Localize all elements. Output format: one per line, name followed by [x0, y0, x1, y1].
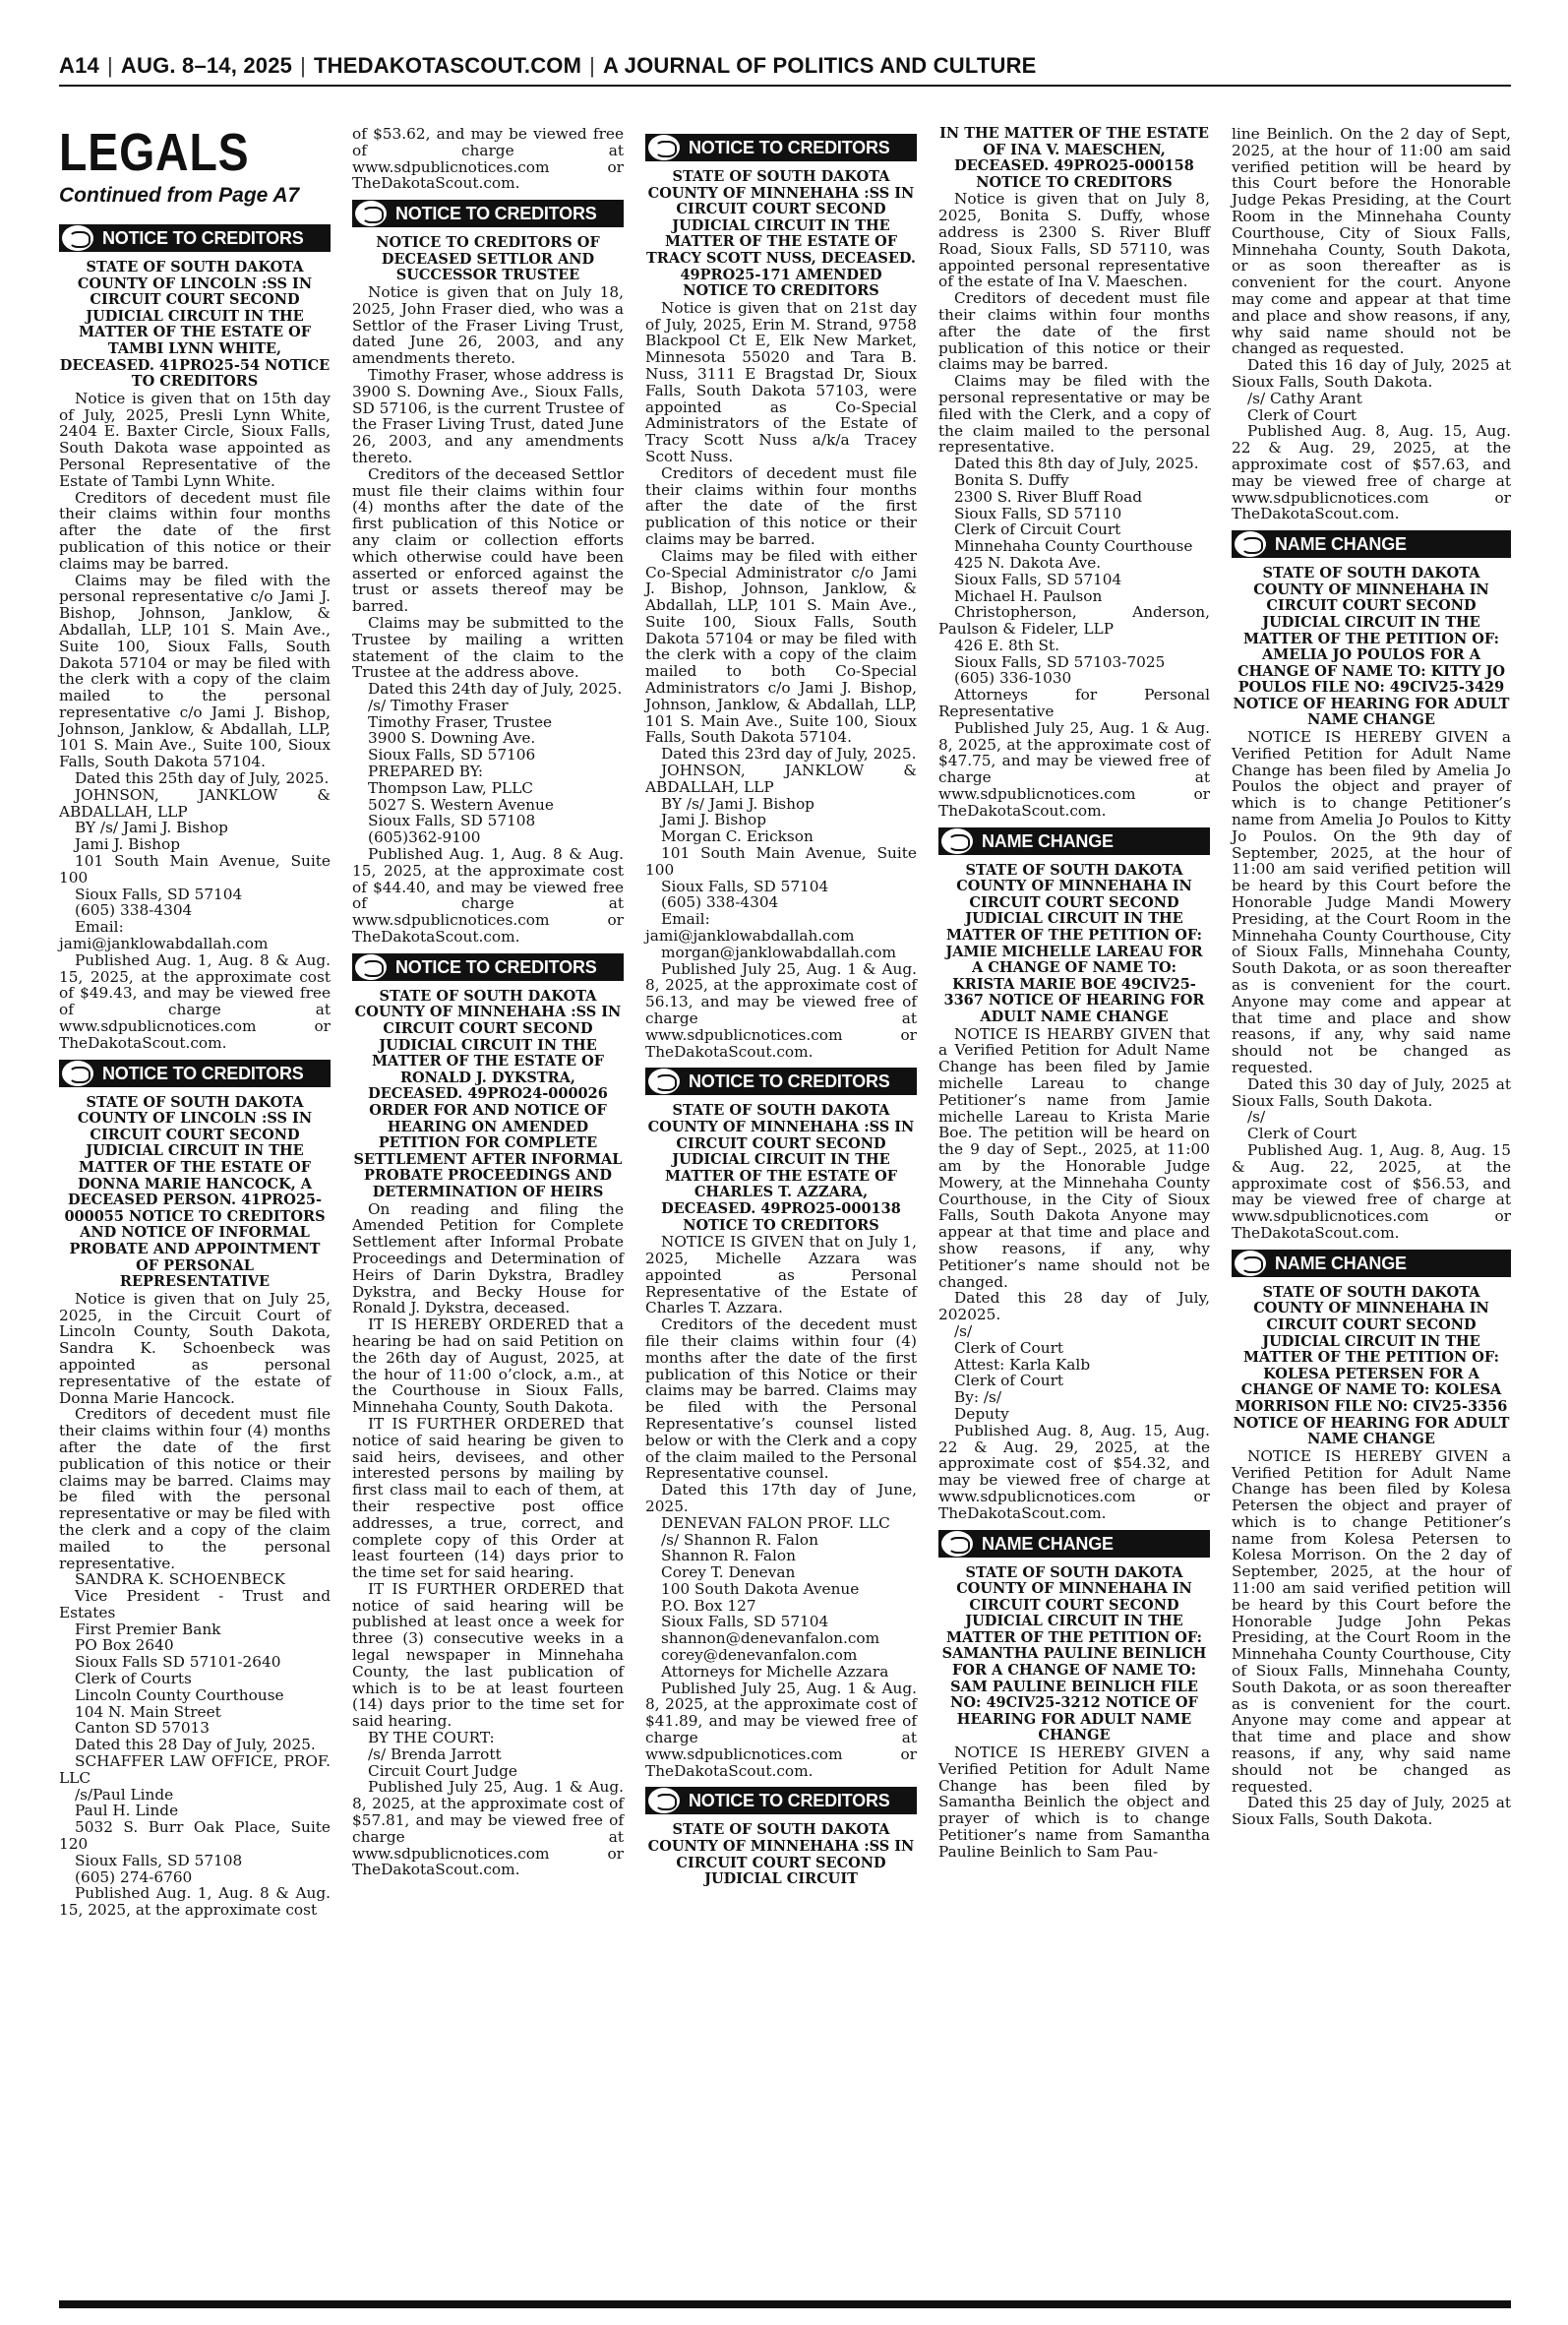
notice-caption: STATE OF SOUTH DAKOTA COUNTY OF MINNEHAHA :SS IN CIRCUIT COURT SECOND JUDICIAL CIRCUIT IN THE MATTER OF THE ESTATE OF CHARLES T. AZZARA, DECEASED. 49PRO25-000138 NOTICE TO CREDITORS: [647, 1102, 915, 1234]
notice-paragraph: Published July 25, Aug. 1 & Aug. 8, 2025, at the approximate cost of $41.89, and may be viewed free of charge at www.sdpublicnotices.com or TheDakotaScout.com.: [645, 1679, 917, 1780]
notice-paragraph: DENEVAN FALON PROF. LLC: [661, 1513, 890, 1532]
legal-notice: [1232, 530, 1511, 1242]
notice-heading-label: NAME CHANGE: [1275, 534, 1407, 555]
notice-paragraph: Clerk of Court: [954, 1372, 1064, 1390]
notice-paragraph: Timothy Fraser, Trustee: [368, 712, 553, 731]
notice-paragraph: Email: jami@janklowabdallah.com: [59, 918, 269, 953]
scout-logo-icon: [62, 225, 93, 251]
notice-paragraph: (605) 338-4304: [75, 901, 193, 920]
masthead: [59, 49, 1511, 87]
section-title: LEGALS: [59, 123, 250, 182]
notice-heading-bar: [59, 1060, 331, 1087]
notice-paragraph: Dated this 30 day of July, 2025 at Sioux Falls, South Dakota.: [1232, 1074, 1511, 1110]
notice-paragraph: Published Aug. 8, Aug. 15, Aug. 22 & Aug. 29, 2025, at the approximate cost of $57.63, and may be viewed free of charge at www.sdpublicnotices.com or TheDakotaScout.com.: [1232, 422, 1511, 523]
notice-heading-label: NOTICE TO CREDITORS: [395, 204, 597, 224]
notice-caption: STATE OF SOUTH DAKOTA COUNTY OF MINNEHAHA IN CIRCUIT COURT SECOND JUDICIAL CIRCUIT IN THE MATTER OF THE PETITION OF: JAMIE MICHELLE LAREAU FOR A CHANGE OF NAME TO: KRISTA MARIE BOE 49CIV25-3367 NOTICE OF HEARING FOR ADULT NAME CHANGE: [943, 861, 1205, 1025]
notice-paragraph: Attorneys for Personal Representative: [938, 686, 1210, 721]
notice-paragraph: Thompson Law, PLLC: [368, 778, 533, 797]
notice-paragraph: 2300 S. River Bluff Road: [954, 487, 1143, 506]
notice-paragraph: /s/: [1247, 1108, 1266, 1127]
notice-paragraph: By: /s/: [954, 1388, 1002, 1407]
notice-heading-label: NAME CHANGE: [982, 1533, 1114, 1554]
notice-paragraph: Published July 25, Aug. 1 & Aug. 8, 2025, at the approximate cost of 56.13, and may be viewed free of charge at www.sdpublicnotices.com or TheDakotaScout.com.: [645, 959, 917, 1061]
scout-logo-icon: [1235, 1251, 1266, 1276]
notice-paragraph: Paul H. Linde: [75, 1802, 179, 1820]
notice-paragraph: Notice is given that on 21st day of July, 2025, Erin M. Strand, 9758 Blackpool Ct E, Elk New Market, Minnesota 55020 and Tara B. Nuss, 3111 E Bragstad Dr, Sioux Falls, South Dakota 57103, were appointed as Co-Special Administrators of the Estate of Tracy Scott Nuss a/k/a Tracey Scott Nuss.: [645, 298, 917, 465]
notice-paragraph: (605) 338-4304: [661, 893, 779, 912]
notice-caption: STATE OF SOUTH DAKOTA COUNTY OF MINNEHAHA IN CIRCUIT COURT SECOND JUDICIAL CIRCUIT IN THE MATTER OF THE PETITION OF: AMELIA JO POULOS FOR A CHANGE OF NAME TO: KITTY JO POULOS FILE NO: 49CIV25-3429 NOTICE OF HEARING FOR ADULT NAME CHANGE: [1233, 565, 1510, 729]
notice-paragraph: First Premier Bank: [75, 1620, 221, 1638]
notice-paragraph: 100 South Dakota Avenue: [661, 1579, 860, 1598]
notice-caption: STATE OF SOUTH DAKOTA COUNTY OF LINCOLN :SS IN CIRCUIT COURT SECOND JUDICIAL CIRCUIT IN THE MATTER OF THE ESTATE OF DONNA MARIE HANCOCK, A DECEASED PERSON. 41PRO25-000055 NOTICE TO CREDITORS AND NOTICE OF INFORMAL PROBATE AND APPOINTMENT OF PERSONAL REPRESENTATIVE: [64, 1093, 326, 1291]
scout-logo-icon: [648, 135, 680, 160]
section-subtitle: Continued from Page A7: [59, 184, 300, 207]
notice-paragraph: Sioux Falls, SD 57108: [75, 1851, 243, 1869]
notice-paragraph: line Beinlich. On the 2 day of Sept, 2025, at the hour of 11:00 am said verified petition will be heard by this Court before the Honorable Judge Pekas Presiding, at the Court Room in the Minnehaha County Courthouse, City of Sioux Falls, Minnehaha County, South Dakota, or as soon thereafter as is convenient for the court. Anyone may come and appear at that time and place and show reasons, if any, why said name should not be changed as requested.: [1232, 125, 1511, 358]
notice-paragraph: Published Aug. 1, Aug. 8 & Aug. 15, 2025, at the approximate cost of $44.40, and may be viewed free of charge at www.sdpublicnotices.com or TheDakotaScout.com.: [352, 845, 624, 947]
notice-paragraph: Claims may be filed with either Co-Special Administrator c/o Jami J. Bishop, Johnson, Janklow, & Abdallah, LLP, 101 S. Main Ave., Suite 100, Sioux Falls, South Dakota 57104 or may be filed with the clerk with a copy of the claim mailed to both Co-Special Administrators c/o Jami J. Bishop, Johnson, Janklow, & Abdallah, LLP, 101 S. Main Ave., Suite 100, Sioux Falls, South Dakota 57104.: [645, 546, 917, 747]
notice-caption: IN THE MATTER OF THE ESTATE OF INA V. MAESCHEN, DECEASED. 49PRO25-000158 NOTICE TO CREDITORS: [939, 125, 1209, 191]
notice-paragraph: 3900 S. Downing Ave.: [368, 729, 536, 748]
scout-logo-icon: [1235, 531, 1266, 557]
notice-paragraph: Vice President - Trust and Estates: [59, 1587, 331, 1621]
notice-paragraph: Circuit Court Judge: [368, 1761, 517, 1780]
notice-paragraph: Claims may be filed with the personal representative or may be filed with the Clerk, and a copy of the claim mailed to the personal representative.: [938, 372, 1210, 457]
legal-notice: [59, 224, 331, 1052]
notice-heading-label: NOTICE TO CREDITORS: [689, 1791, 890, 1811]
column-2: [352, 126, 624, 1882]
notice-paragraph: JOHNSON, JANKLOW & ABDALLAH, LLP: [645, 762, 917, 796]
notice-paragraph: shannon@denevanfalon.com: [661, 1629, 880, 1648]
notice-paragraph: Clerk of Court: [1247, 1125, 1357, 1143]
notice-paragraph: Timothy Fraser, whose address is 3900 S. Downing Ave., Sioux Falls, SD 57106, is the current Trustee of the Fraser Living Trust, dated June 26, 2003, and any amendments thereto.: [352, 365, 624, 466]
notice-paragraph: 425 N. Dakota Ave.: [954, 553, 1102, 572]
notice-paragraph: Jami J. Bishop: [75, 835, 181, 854]
notice-heading-label: NOTICE TO CREDITORS: [102, 1063, 304, 1083]
legal-notice: [59, 1060, 331, 1919]
legal-notice: [352, 953, 624, 1878]
notice-paragraph: /s/ Shannon R. Falon: [661, 1530, 818, 1549]
notice-paragraph: Sioux Falls, SD 57103-7025: [954, 652, 1166, 671]
notice-paragraph: NOTICE IS HEREBY GIVEN a Verified Petition for Adult Name Change has been filed by Amelia Jo Poulos the object and prayer of which is to change Petitioner’s name from Amelia Jo Poulos to Kitty Jo Poulos. On the 9th day of September, 2025, at the hour of 11:00 am said verified petition will be heard by this Court before the Honorable Judge Mandi Mowery Presiding, at the Court Room in the Minnehaha County Courthouse, City of Sioux Falls, Minnehaha County, South Dakota, or as soon thereafter as is convenient for the court. Anyone may come and appear at that time and place and show reasons, if any, why said name should not be changed as requested.: [1232, 728, 1511, 1076]
notice-paragraph: /s/ Brenda Jarrott: [368, 1744, 502, 1763]
scout-logo-icon: [648, 1788, 680, 1813]
notice-paragraph: NOTICE IS HEREBY GIVEN a Verified Petition for Adult Name Change has been filed by Kolesa Petersen the object and prayer of which is to change Petitioner’s name from Kolesa Petersen to Kolesa Morrison. On the 2 day of September, 2025, at the hour of 11:00 am said verified petition will be heard by this Court before the Honorable Judge John Pekas Presiding, at the Court Room in the Minnehaha County Courthouse, City of Sioux Falls, Minnehaha County, South Dakota, or as soon thereafter as is convenient for the court. Anyone may come and appear at that time and place and show reasons, if any, why said name should not be changed as requested.: [1232, 1446, 1511, 1796]
notice-paragraph: Clerk of Court: [1247, 405, 1357, 424]
notice-heading-bar: [938, 827, 1210, 855]
notice-heading-label: NAME CHANGE: [1275, 1253, 1407, 1273]
issue-date: AUG. 8–14, 2025: [120, 53, 293, 78]
notice-paragraph: SCHAFFER LAW OFFICE, PROF. LLC: [59, 1752, 331, 1787]
notice-paragraph: (605) 336-1030: [954, 669, 1072, 688]
scout-logo-icon: [62, 1061, 93, 1086]
notice-paragraph: /s/ Timothy Fraser: [368, 696, 509, 714]
notice-heading-bar: [645, 1068, 917, 1095]
notice-paragraph: /s/ Cathy Arant: [1247, 389, 1362, 407]
notice-paragraph: 101 South Main Avenue, Suite 100: [645, 844, 917, 879]
tagline: A JOURNAL OF POLITICS AND CULTURE: [603, 53, 1037, 78]
notice-paragraph: Published Aug. 1, Aug. 8, Aug. 15 & Aug. 22, 2025, at the approximate cost of $56.53, and may be viewed free of charge at www.sdpublicnotices.com or TheDakotaScout.com.: [1232, 1140, 1511, 1242]
notice-paragraph: Dated this 17th day of June, 2025.: [645, 1481, 917, 1515]
notice-paragraph: Notice is given that on July 8, 2025, Bonita S. Duffy, whose address is 2300 S. River Bluff Road, Sioux Falls, SD 57110, was appointed personal representative of the estate of Ina V. Maeschen.: [938, 190, 1210, 291]
notice-paragraph: Creditors of decedent must file their claims within four (4) months after the date of the first publication of this notice or their claims may be barred. Claims may be filed with the personal representative or may be filed with the clerk and a copy of the claim mailed to the personal representative.: [59, 1405, 331, 1572]
notice-paragraph: SANDRA K. SCHOENBECK: [75, 1570, 285, 1589]
notice-paragraph: /s/Paul Linde: [75, 1785, 174, 1804]
notice-paragraph: Dated this 25th day of July, 2025.: [75, 769, 330, 788]
notice-paragraph: Dated this 23rd day of July, 2025.: [661, 745, 917, 764]
notice-paragraph: Sioux Falls, SD 57104: [75, 885, 243, 903]
notice-paragraph: Dated this 25 day of July, 2025 at Sioux Falls, South Dakota.: [1232, 1794, 1511, 1829]
notice-paragraph: IT IS HEREBY ORDERED that a hearing be had on said Petition on the 26th day of August, 2025, at the hour of 11:00 o’clock, a.m., at the Courthouse in Sioux Falls, Minnehaha County, South Dakota.: [352, 1315, 624, 1417]
notice-paragraph: Attest: Karla Kalb: [954, 1355, 1091, 1374]
notice-paragraph: 5032 S. Burr Oak Place, Suite 120: [59, 1818, 331, 1854]
scout-logo-icon: [941, 1531, 973, 1557]
notice-paragraph: Clerk of Courts: [75, 1670, 192, 1688]
notice-paragraph: Notice is given that on July 18, 2025, John Fraser died, who was a Settlor of the Fraser Living Trust, dated June 26, 2003, and any amendments thereto.: [352, 282, 624, 368]
notice-paragraph: Clerk of Court: [954, 1338, 1064, 1357]
notice-heading-bar: [1232, 530, 1511, 558]
notice-caption: NOTICE TO CREDITORS OF DECEASED SETTLOR AND SUCCESSOR TRUSTEE: [376, 234, 600, 284]
notice-paragraph: PO Box 2640: [75, 1636, 174, 1655]
notice-paragraph: Dated this 28 day of July, 202025.: [938, 1289, 1210, 1324]
notice-paragraph: BY /s/ Jami J. Bishop: [75, 819, 228, 837]
notice-paragraph: morgan@janklowabdallah.com: [661, 943, 896, 961]
column-5: [1232, 126, 1511, 1832]
notice-paragraph: Notice is given that on July 25, 2025, in the Circuit Court of Lincoln County, South Dakota, Sandra K. Schoenbeck was appointed as personal representative of the estate of Donna Marie Hancock.: [59, 1289, 331, 1407]
notice-paragraph: P.O. Box 127: [661, 1596, 756, 1615]
notice-heading-bar: [59, 224, 331, 252]
notice-paragraph: Dated this 8th day of July, 2025.: [954, 455, 1199, 473]
notice-paragraph: 426 E. 8th St.: [954, 636, 1060, 654]
legal-notice: [645, 134, 917, 1060]
legal-notice: [645, 1068, 917, 1779]
notice-paragraph: Creditors of decedent must file their claims within four months after the date of the first publication of this notice or their claims may be barred.: [645, 463, 917, 548]
notice-paragraph: On reading and filing the Amended Petition for Complete Settlement after Informal Probate Proceedings and Determination of Heirs of Darin Dykstra, Bradley Dykstra, and Becky House for Ronald J. Dykstra, deceased.: [352, 1199, 624, 1317]
notice-paragraph: 104 N. Main Street: [75, 1702, 221, 1721]
notice-paragraph: (605) 274-6760: [75, 1867, 193, 1886]
notice-caption: STATE OF SOUTH DAKOTA COUNTY OF MINNEHAHA :SS IN CIRCUIT COURT SECOND JUDICIAL CIRCUIT IN THE MATTER OF THE ESTATE OF RONALD J. DYKSTRA, DECEASED. 49PRO24-000026 ORDER FOR AND NOTICE OF HEARING ON AMENDED PETITION FOR COMPLETE SETTLEMENT AFTER INFORMAL PROBATE PROCEEDINGS AND DETERMINATION OF HEIRS: [353, 987, 623, 1200]
notice-paragraph: Clerk of Circuit Court: [954, 520, 1121, 539]
notice-heading-bar: [645, 134, 917, 161]
notice-paragraph: NOTICE IS GIVEN that on July 1, 2025, Michelle Azzara was appointed as Personal Representative of the Estate of Charles T. Azzara.: [645, 1233, 917, 1317]
notice-paragraph: Email: jami@janklowabdallah.com: [645, 910, 855, 946]
notice-heading-bar: [938, 1530, 1210, 1558]
masthead-separator: |: [300, 53, 307, 78]
notice-paragraph: of $53.62, and may be viewed free of charge at www.sdpublicnotices.com or TheDakotaScout.com.: [352, 125, 624, 193]
column-4: [938, 126, 1210, 1865]
notice-caption: STATE OF SOUTH DAKOTA COUNTY OF MINNEHAHA :SS IN CIRCUIT COURT SECOND JUDICIAL CIRCUIT IN THE MATTER OF THE ESTATE OF TRACY SCOTT NUSS, DECEASED. 49PRO25-171 AMENDED NOTICE TO CREDITORS: [646, 168, 916, 300]
notice-paragraph: Sioux Falls SD 57101-2640: [75, 1653, 281, 1672]
notice-paragraph: /s/: [954, 1321, 973, 1340]
notice-paragraph: Sioux Falls, SD 57106: [368, 746, 536, 765]
notice-paragraph: Attorneys for Michelle Azzara: [661, 1662, 889, 1681]
notice-paragraph: Creditors of the decedent must file their claims within four (4) months after the date of the first publication of this Notice or their claims may be barred. Claims may be filed with the Personal Representative’s counsel listed below or with the Clerk and a copy of the claim mailed to the Personal Representative counsel.: [645, 1315, 917, 1483]
notice-paragraph: Shannon R. Falon: [661, 1547, 796, 1565]
legal-notice: [1232, 126, 1511, 522]
notice-heading-bar: [645, 1787, 917, 1814]
notice-paragraph: Dated this 28 Day of July, 2025.: [75, 1736, 316, 1754]
notice-paragraph: Sioux Falls, SD 57104: [954, 570, 1122, 588]
notice-paragraph: Published Aug. 1, Aug. 8 & Aug. 15, 2025, at the approximate cost of $49.43, and may be viewed free of charge at www.sdpublicnotices.com or TheDakotaScout.com.: [59, 950, 331, 1052]
notice-heading-label: NOTICE TO CREDITORS: [689, 1071, 890, 1092]
notice-paragraph: Creditors of decedent must file their claims within four months after the date of the first publication of this notice or their claims may be barred.: [59, 488, 331, 573]
notice-paragraph: Michael H. Paulson: [954, 586, 1103, 605]
notice-paragraph: (605)362-9100: [368, 828, 481, 847]
notice-paragraph: IT IS FURTHER ORDERED that notice of said hearing be given to said heirs, devisees, and other interested persons by mailing by first class mail to each of them, at their respective post office addresses, a true, correct, and complete copy of this Order at least fourteen (14) days prior to the time set for said hearing.: [352, 1414, 624, 1582]
notice-paragraph: NOTICE IS HEREBY GIVEN a Verified Petition for Adult Name Change has been filed by Samantha Beinlich the object and prayer of which is to change Petitioner’s name from Samantha Pauline Beinlich to Sam Pau-: [938, 1744, 1210, 1861]
notice-paragraph: Notice is given that on 15th day of July, 2025, Presli Lynn White, 2404 E. Baxter Circle, Sioux Falls, South Dakota wase appointed as Personal Representative of the Estate of Tambi Lynn White.: [59, 389, 331, 490]
notice-paragraph: Deputy: [954, 1404, 1009, 1423]
notice-paragraph: corey@denevanfalon.com: [661, 1646, 858, 1665]
notice-heading-label: NOTICE TO CREDITORS: [102, 228, 304, 248]
notice-paragraph: Creditors of the deceased Settlor must file their claims within four (4) months after the date of the first publication of this Notice or any claim or collection efforts which otherwise could have been asserted or enforced against the trust or assets thereof may be barred.: [352, 464, 624, 616]
notice-caption: STATE OF SOUTH DAKOTA COUNTY OF MINNEHAHA IN CIRCUIT COURT SECOND JUDICIAL CIRCUIT IN THE MATTER OF THE PETITION OF: KOLESA PETERSEN FOR A CHANGE OF NAME TO: KOLESA MORRISON FILE NO: CIV25-3356 NOTICE OF HEARING FOR ADULT NAME CHANGE: [1233, 1283, 1510, 1448]
legal-notice: [1232, 1250, 1511, 1828]
notice-paragraph: Sioux Falls, SD 57104: [661, 877, 829, 895]
column-1: [59, 216, 331, 1923]
notice-paragraph: 5027 S. Western Avenue: [368, 795, 554, 814]
notice-caption: STATE OF SOUTH DAKOTA COUNTY OF LINCOLN :SS IN CIRCUIT COURT SECOND JUDICIAL CIRCUIT IN THE MATTER OF THE ESTATE OF TAMBI LYNN WHITE, DECEASED. 41PRO25-54 NOTICE TO CREDITORS: [59, 259, 331, 391]
bottom-rule: [59, 2300, 1511, 2308]
notice-paragraph: Jami J. Bishop: [661, 811, 767, 829]
notice-caption: STATE OF SOUTH DAKOTA COUNTY OF MINNEHAHA IN CIRCUIT COURT SECOND JUDICIAL CIRCUIT IN THE MATTER OF THE PETITION OF: SAMANTHA PAULINE BEINLICH FOR A CHANGE OF NAME TO: SAM PAULINE BEINLICH FILE NO: 49CIV25-3212 NOTICE OF HEARING FOR ADULT NAME CHANGE: [941, 1563, 1207, 1744]
notice-paragraph: Morgan C. Erickson: [661, 827, 814, 846]
notice-paragraph: Sioux Falls, SD 57110: [954, 504, 1122, 522]
legal-notice: [938, 126, 1210, 820]
notice-heading-bar: [352, 953, 624, 981]
notice-paragraph: NOTICE IS HEARBY GIVEN that a Verified Petition for Adult Name Change has been filed by Jamie michelle Lareau to change Petitioner’s name from Jamie michelle Lareau to Krista Marie Boe. The petition will be heard on the 9 day of Sept., 2025, at 11:00 am by the Honorable Judge Mowery, at the Minnehaha County Courthouse, in the City of Sioux Falls, South Dakota Anyone may appear at that time and place and show reasons, if any, why Petitioner’s name should not be changed.: [938, 1024, 1210, 1291]
notice-heading-label: NOTICE TO CREDITORS: [689, 138, 890, 157]
notice-paragraph: Published Aug. 8, Aug. 15, Aug. 22 & Aug. 29, 2025, at the approximate cost of $54.32, and may be viewed free of charge at www.sdpublicnotices.com or TheDakotaScout.com.: [938, 1421, 1210, 1522]
masthead-separator: |: [106, 53, 113, 78]
notice-heading-bar: [1232, 1250, 1511, 1277]
scout-logo-icon: [941, 828, 973, 854]
notice-paragraph: Sioux Falls, SD 57108: [368, 812, 536, 830]
notice-paragraph: Creditors of decedent must file their claims within four months after the date of the first publication of this notice or their claims may be barred.: [938, 289, 1210, 374]
notice-paragraph: Christopherson, Anderson, Paulson & Fideler, LLP: [938, 603, 1210, 639]
notice-paragraph: Minnehaha County Courthouse: [954, 537, 1193, 556]
notice-paragraph: Published July 25, Aug. 1 & Aug. 8, 2025, at the approximate cost of $57.81, and may be viewed free of charge at www.sdpublicnotices.com or TheDakotaScout.com.: [352, 1778, 624, 1879]
notice-paragraph: BY /s/ Jami J. Bishop: [661, 794, 814, 813]
notice-paragraph: Published Aug. 1, Aug. 8 & Aug. 15, 2025, at the approximate cost: [59, 1884, 331, 1920]
masthead-separator: |: [589, 53, 596, 78]
scout-logo-icon: [355, 201, 387, 226]
scout-logo-icon: [648, 1069, 680, 1094]
notice-paragraph: Canton SD 57013: [75, 1719, 211, 1738]
notice-paragraph: Claims may be filed with the personal representative c/o Jami J. Bishop, Johnson, Janklow, & Abdallah, LLP, 101 S. Main Ave., Suite 100, Sioux Falls, South Dakota 57104 or may be filed with the clerk with a copy of the claim mailed to the personal representative c/o Jami J. Bishop, Johnson, Janklow, & Abdallah, LLP, 101 S. Main Ave., Suite 100, Sioux Falls, South Dakota 57104.: [59, 571, 331, 771]
site-name: THEDAKOTASCOUT.COM: [314, 53, 582, 78]
legal-notice: [938, 827, 1210, 1522]
notice-caption: STATE OF SOUTH DAKOTA COUNTY OF MINNEHAHA :SS IN CIRCUIT COURT SECOND JUDICIAL CIRCUIT: [647, 1821, 915, 1888]
legal-notice: [352, 126, 624, 192]
notice-paragraph: Dated this 24th day of July, 2025.: [368, 680, 623, 699]
legal-notice: [352, 200, 624, 946]
notice-paragraph: Published July 25, Aug. 1 & Aug. 8, 2025, at the approximate cost of $47.75, and may be viewed free of charge at www.sdpublicnotices.com or TheDakotaScout.com.: [938, 718, 1210, 820]
page-number: A14: [59, 53, 99, 78]
notice-heading-label: NAME CHANGE: [982, 830, 1114, 851]
notice-paragraph: Sioux Falls, SD 57104: [661, 1613, 829, 1631]
notice-paragraph: Claims may be submitted to the Trustee by mailing a written statement of the claim to the Trustee at the address above.: [352, 613, 624, 682]
notice-paragraph: 101 South Main Avenue, Suite 100: [59, 852, 331, 887]
notice-heading-bar: [352, 200, 624, 227]
notice-paragraph: BY THE COURT:: [368, 1729, 495, 1747]
legal-notice: [938, 1530, 1210, 1861]
notice-paragraph: IT IS FURTHER ORDERED that notice of said hearing will be published at least once a week for three (3) consecutive weeks in a legal newspaper in Minnehaha County, the last publication of which is to be at least fourteen (14) days prior to the time set for said hearing.: [352, 1579, 624, 1731]
scout-logo-icon: [355, 954, 387, 980]
notice-paragraph: Dated this 16 day of July, 2025 at Sioux Falls, South Dakota.: [1232, 356, 1511, 391]
notice-paragraph: Lincoln County Courthouse: [75, 1685, 284, 1704]
notice-paragraph: PREPARED BY:: [368, 763, 484, 781]
notice-paragraph: Corey T. Denevan: [661, 1563, 796, 1582]
notice-paragraph: JOHNSON, JANKLOW & ABDALLAH, LLP: [59, 785, 331, 821]
column-3: [645, 126, 917, 1892]
legal-notice: [645, 1787, 917, 1887]
notice-heading-label: NOTICE TO CREDITORS: [395, 956, 597, 977]
notice-paragraph: Bonita S. Duffy: [954, 470, 1069, 489]
